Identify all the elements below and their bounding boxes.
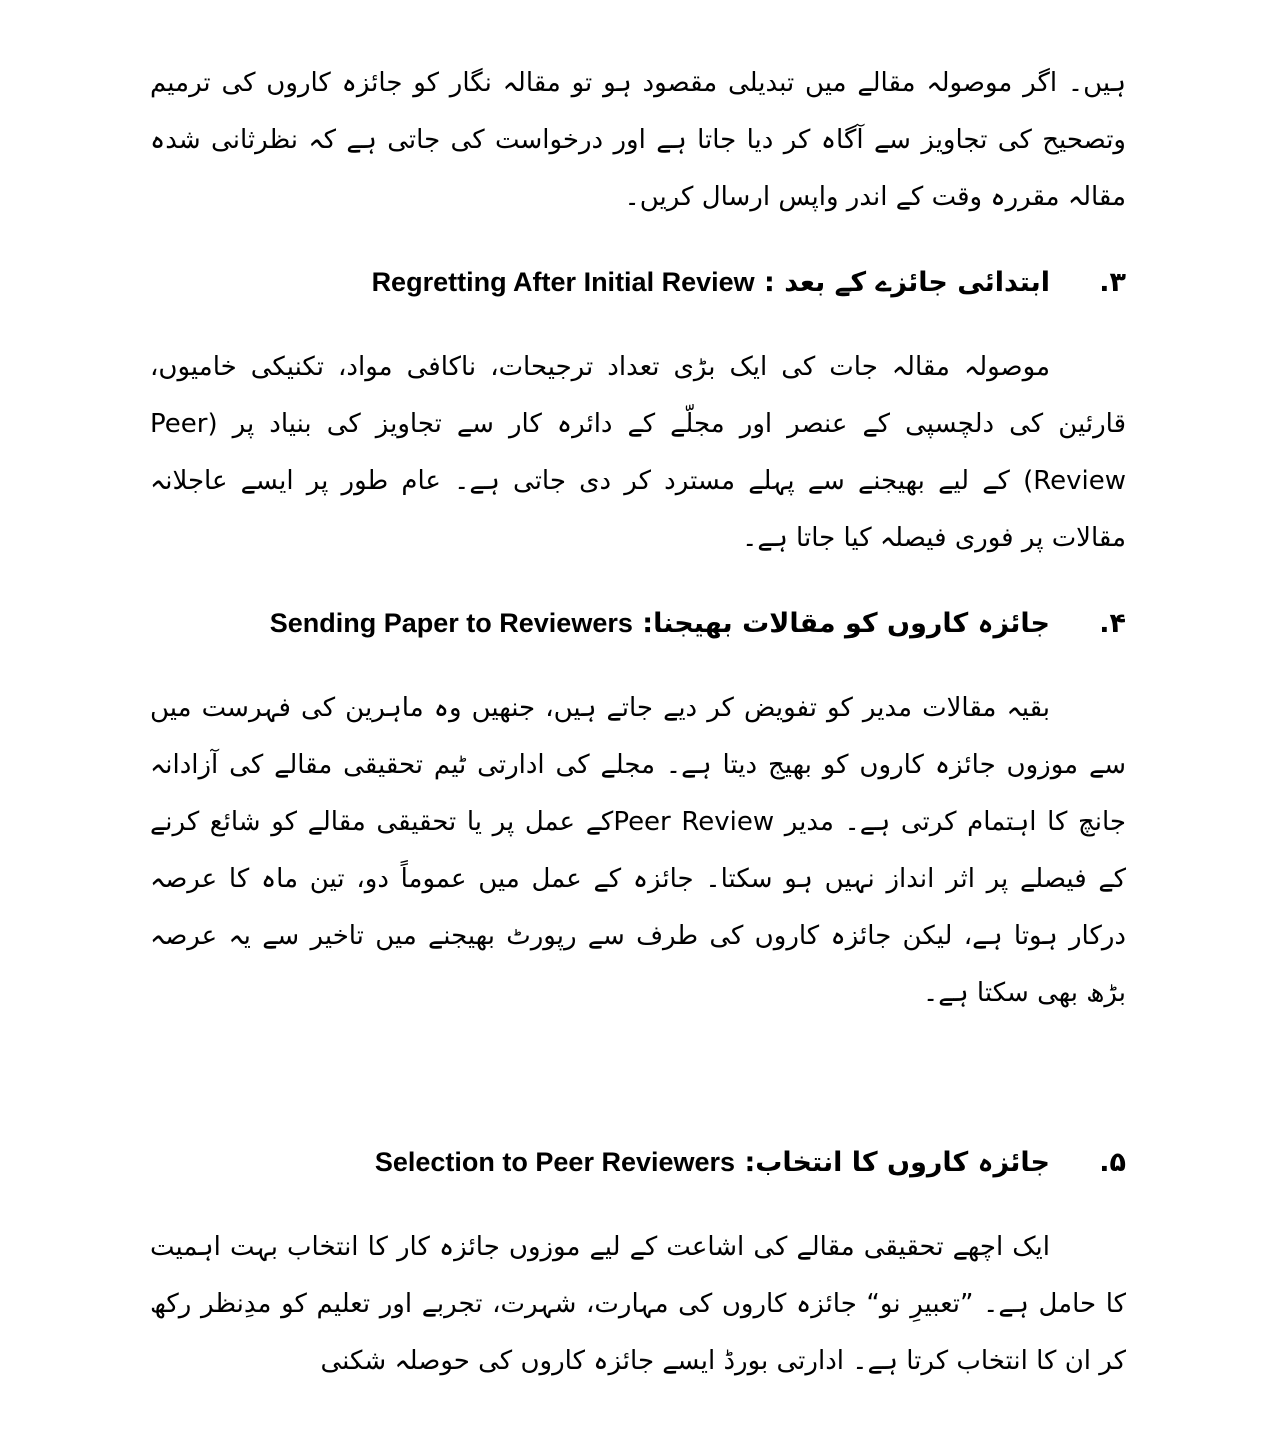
heading-selection-reviewers [150, 1134, 1126, 1191]
paragraph-initial-review: موصولہ مقالہ جات کی ایک بڑی تعداد ترجیحات، ناکافی مواد، تکنیکی خامیوں، قارئین کی دلچسپی کے عنصر اور مجلّے کے دائرہ کار سے تجاویز کی بنیاد پر (Peer Review) کے لیے بھیجنے سے پہلے مسترد کر دی جاتی ہے۔ عام طور پر ایسے عاجلانہ مقالات پر فوری فیصلہ کیا جاتا ہے۔ [150, 352, 1126, 553]
paragraph-revision: ہیں۔ اگر موصولہ مقالے میں تبدیلی مقصود ہو تو مقالہ نگار کو جائزہ کاروں کی ترمیم وتصحیح کی تجاویز سے آگاہ کر دیا جاتا ہے اور درخواست کی جاتی ہے کہ نظرثانی شدہ مقالہ مقررہ وقت کے اندر واپس ارسال کریں۔ [150, 68, 1126, 212]
paragraph-selection-reviewers: ایک اچھے تحقیقی مقالے کی اشاعت کے لیے موزوں جائزہ کار کا انتخاب بہت اہمیت کا حامل ہے۔ ”تعبیرِ نو“ جائزہ کاروں کی مہارت، شہرت، تجربے اور تعلیم کو مدِنظر رکھ کر ان کا انتخاب کرتا ہے۔ ادارتی بورڈ ایسے جائزہ کاروں کی حوصلہ شکنی [150, 1232, 1126, 1376]
heading-english: Regretting After Initial Review [371, 267, 755, 297]
heading-number: ۳. [1099, 267, 1126, 298]
heading-english: Sending Paper to Reviewers [269, 608, 633, 638]
heading-english: Selection to Peer Reviewers [374, 1147, 736, 1177]
heading-urdu: جائزہ کاروں کو مقالات بھیجنا: [642, 608, 1050, 639]
heading-number: ۵. [1099, 1147, 1126, 1178]
heading-urdu: ابتدائی جائزے کے بعد : [764, 267, 1050, 298]
heading-number: ۴. [1099, 608, 1126, 639]
heading-sending-reviewers [150, 595, 1126, 652]
heading-urdu: جائزہ کاروں کا انتخاب: [744, 1147, 1050, 1178]
paragraph-sending-reviewers: بقیہ مقالات مدیر کو تفویض کر دیے جاتے ہیں، جنھیں وہ ماہرین کی فہرست میں سے موزوں جائزہ کاروں کو بھیج دیتا ہے۔ مجلے کی ادارتی ٹیم تحقیقی مقالے کی آزادانہ جانچ کا اہتمام کرتی ہے۔ مدیر Peer Reviewکے عمل پر یا تحقیقی مقالے کو شائع کرنے کے فیصلے پر اثر انداز نہیں ہو سکتا۔ جائزہ کے عمل میں عموماً دو، تین ماہ کا عرصہ درکار ہوتا ہے، لیکن جائزہ کاروں کی طرف سے رپورٹ بھیجنے میں تاخیر سے یہ عرصہ بڑھ بھی سکتا ہے۔ [150, 693, 1126, 1008]
document-page [150, 55, 1126, 1390]
heading-initial-review [150, 254, 1126, 311]
